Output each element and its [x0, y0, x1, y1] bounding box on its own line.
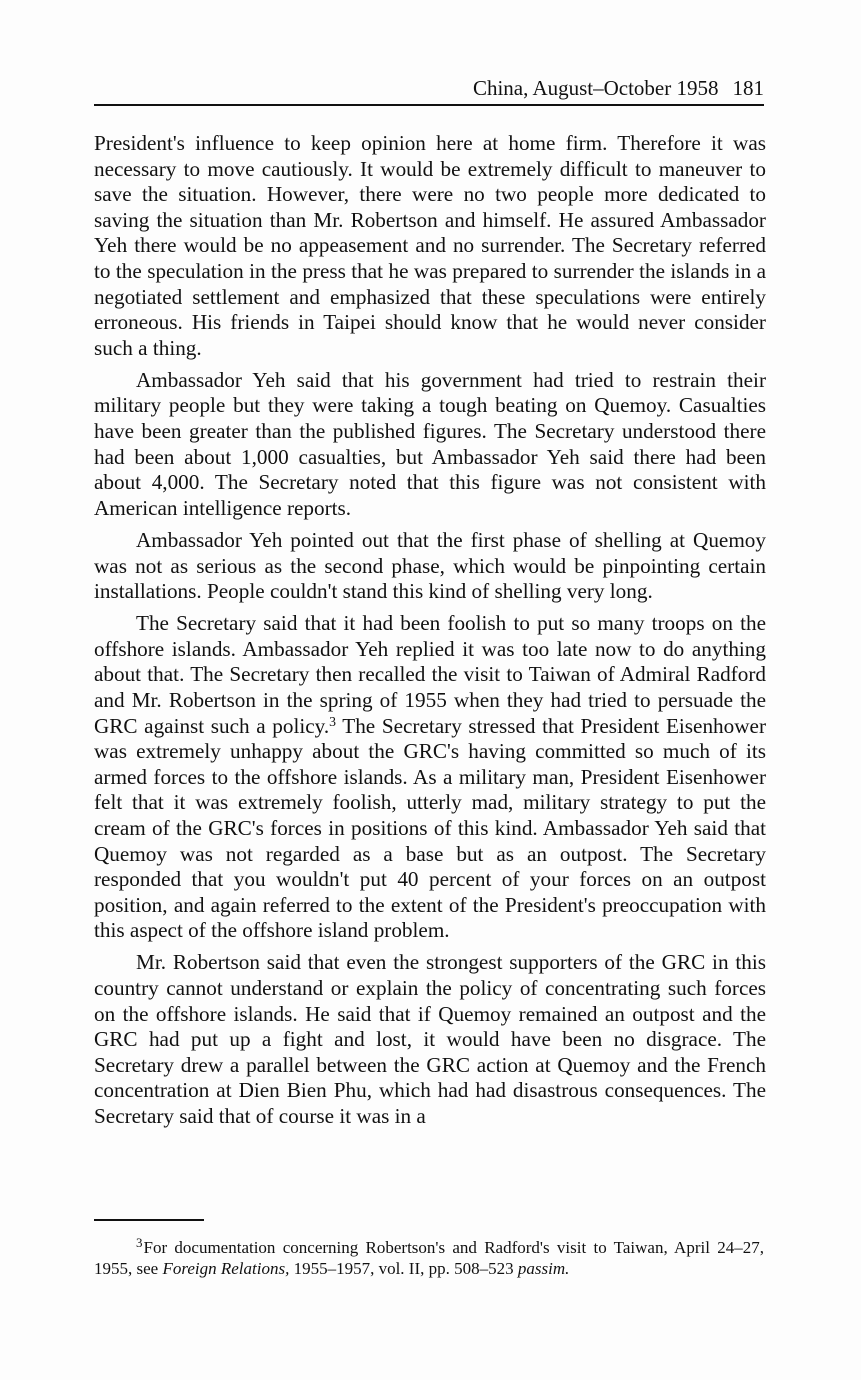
page-number: 181: [732, 76, 764, 100]
body-text: [94, 131, 766, 1136]
footnote-marker: 3: [136, 1235, 143, 1250]
footnote: [94, 1237, 764, 1279]
footnote-reference: 3: [329, 713, 337, 729]
header-rule: [94, 104, 764, 106]
paragraph-5: Mr. Robertson said that even the strongest supporters of the GRC in this country cannot understand or explain the policy of concentrating such forces on the offshore islands. He said that if Quemoy remained an outpost and the GRC had put up a fight and lost, it would have been no disgrace. The Secretary drew a parallel between the GRC action at Quemoy and the French concentration at Dien Bien Phu, which had had disastrous consequences. The Secretary said that of course it was in a: [94, 950, 766, 1128]
footnote-text-a: For documentation concerning Robertson's and Radford's visit to Taiwan, April 24–27, 1955, see: [94, 1238, 764, 1278]
paragraph-4-text-a: The Secretary said that it had been foolish to put so many troops on the offshore islands. Ambassador Yeh replied it was too late now to do anything about that. The Secretary then recalled the visit to Taiwan of Admiral Radford and Mr. Robertson in the spring of 1955 when they had tried to persuade the GRC against such a policy.: [94, 611, 766, 738]
running-title: China, August–October 1958: [472, 76, 719, 100]
paragraph-1: President's influence to keep opinion here at home firm. Therefore it was necessary to move cautiously. It would be extremely difficult to maneuver to save the situation. However, there were no two people more dedicated to saving the situation than Mr. Robertson and himself. He assured Ambassador Yeh there would be no appeasement and no surrender. The Secretary referred to the speculation in the press that he was prepared to surrender the islands in a negotiated settlement and emphasized that these speculations were entirely erroneous. His friends in Taipei should know that he would never consider such a thing.: [94, 131, 766, 360]
footnote-passim: passim.: [517, 1259, 570, 1278]
paragraph-4-text-b: The Secretary stressed that President Eisenhower was extremely unhappy about the GRC's having committed so much of its armed forces to the offshore islands. As a military man, President Eisenhower felt that it was extremely foolish, utterly mad, military strategy to put the cream of the GRC's forces in positions of this kind. Ambassador Yeh said that Quemoy was not regarded as a base but as an outpost. The Secretary responded that you wouldn't put 40 percent of your forces on an outpost position, and again referred to the extent of the President's preoccupation with this aspect of the offshore island problem.: [94, 713, 766, 943]
paragraph-4: [94, 611, 766, 944]
footnote-rule: [94, 1219, 204, 1221]
paragraph-3: Ambassador Yeh pointed out that the first phase of shelling at Quemoy was not as serious as the second phase, which would be pinpointing certain installations. People couldn't stand this kind of shelling very long.: [94, 527, 766, 604]
footnote-title: Foreign Relations,: [162, 1259, 290, 1278]
footnote-text-b: 1955–1957, vol. II, pp. 508–523: [289, 1259, 518, 1278]
paragraph-2: Ambassador Yeh said that his government had tried to restrain their military people but they were taking a tough beating on Quemoy. Casualties have been greater than the published figures. The Secretary understood there had been about 1,000 casualties, but Ambassador Yeh said there had been about 4,000. The Secretary noted that this figure was not consistent with American intelligence reports.: [94, 367, 766, 520]
running-header: [94, 76, 764, 104]
